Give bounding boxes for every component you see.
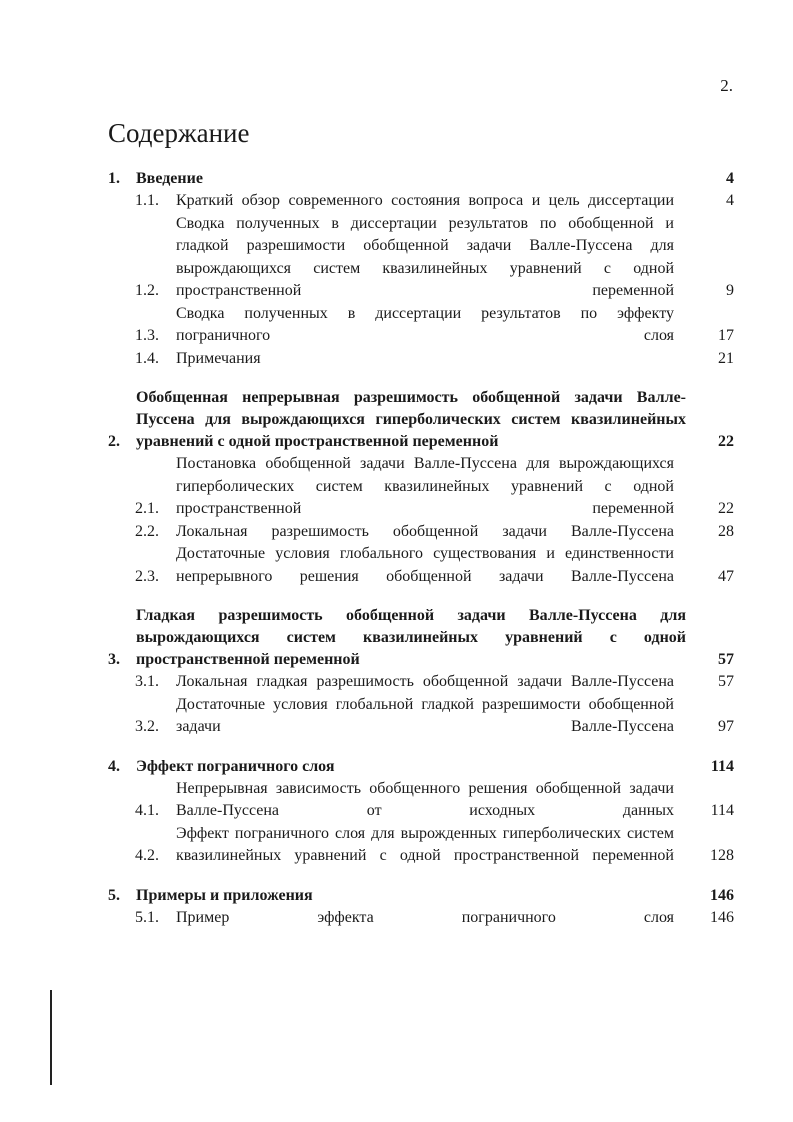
section-number: 3.1. xyxy=(135,673,159,690)
toc-section[interactable] xyxy=(108,671,734,694)
toc-section[interactable] xyxy=(108,778,734,823)
toc-chapter-heading[interactable] xyxy=(108,756,734,778)
margin-rule xyxy=(50,990,52,1085)
toc-chapter-heading[interactable] xyxy=(108,885,734,907)
toc-section[interactable] xyxy=(108,303,734,348)
section-title: Сводка полученных в диссертации результатов по обобщенной и гладкой разрешимости обобщенной задачи Валле-Пуссена для вырождающихся систем квазилинейных уравнений с одной пространственной переменной xyxy=(176,214,674,299)
toc-chapter xyxy=(108,885,734,930)
section-number: 1.4. xyxy=(135,349,159,367)
toc-section[interactable] xyxy=(108,823,734,868)
section-number: 1.3. xyxy=(135,327,159,344)
section-title: Примечания xyxy=(176,349,261,367)
toc-chapter xyxy=(108,387,734,588)
toc-section[interactable] xyxy=(108,521,734,544)
toc-chapter-heading[interactable] xyxy=(108,168,734,190)
section-page-number: 28 xyxy=(718,522,734,540)
toc-section[interactable] xyxy=(108,694,734,739)
section-title: Краткий обзор современного состояния вопроса и цель диссертации xyxy=(176,192,674,209)
toc-chapter-heading[interactable] xyxy=(108,387,734,453)
section-title: Эффект пограничного слоя для вырожденных гиперболических систем квазилинейных уравнений с одной пространственной переменной xyxy=(176,824,674,864)
section-page-number: 57 xyxy=(718,673,734,690)
toc-section[interactable] xyxy=(108,907,734,930)
section-title: Постановка обобщенной задачи Валле-Пуссена для вырождающихся гиперболических систем квазилинейных уравнений с одной пространственной переменной xyxy=(176,455,674,517)
toc-chapter xyxy=(108,168,734,370)
section-page-number: 21 xyxy=(718,349,734,367)
chapter-page-number: 146 xyxy=(710,886,734,904)
table-of-contents xyxy=(108,168,734,946)
chapter-title: Примеры и приложения xyxy=(136,886,313,904)
section-page-number: 114 xyxy=(710,802,734,819)
toc-section[interactable] xyxy=(108,348,734,371)
toc-section[interactable] xyxy=(108,213,734,303)
chapter-page-number: 114 xyxy=(710,757,734,775)
section-title: Сводка полученных в диссертации результатов по эффекту пограничного слоя xyxy=(176,304,674,344)
section-page-number: 47 xyxy=(718,567,734,585)
chapter-title: Гладкая разрешимость обобщенной задачи Валле-Пуссена для вырождающихся систем квазилинейных уравнений с одной пространственной переменной xyxy=(136,607,686,668)
section-page-number: 146 xyxy=(710,908,734,926)
page-title: Содержание xyxy=(108,118,250,148)
section-page-number: 22 xyxy=(718,500,734,517)
toc-section[interactable] xyxy=(108,543,734,588)
section-title: Локальная разрешимость обобщенной задачи Валле-Пуссена xyxy=(176,522,674,540)
section-page-number: 128 xyxy=(710,847,734,864)
section-title: Локальная гладкая разрешимость обобщенной задачи Валле-Пуссена xyxy=(176,673,674,690)
chapter-number: 3. xyxy=(108,651,120,668)
toc-chapter xyxy=(108,605,734,739)
section-page-number: 17 xyxy=(718,327,734,344)
section-page-number: 4 xyxy=(726,192,734,209)
toc-chapter-heading[interactable] xyxy=(108,605,734,671)
section-title: Пример эффекта пограничного слоя xyxy=(176,908,674,926)
chapter-number: 5. xyxy=(108,886,120,904)
section-page-number: 9 xyxy=(726,282,734,299)
chapter-page-number: 57 xyxy=(718,651,734,668)
chapter-number: 4. xyxy=(108,757,120,775)
section-number: 4.1. xyxy=(135,802,159,819)
section-number: 2.1. xyxy=(135,500,159,517)
toc-section[interactable] xyxy=(108,453,734,521)
chapter-number: 1. xyxy=(108,170,120,187)
page-number: 2. xyxy=(720,76,733,95)
section-title: Достаточные условия глобальной гладкой разрешимости обобщенной задачи Валле-Пуссена xyxy=(176,695,674,735)
section-title: Достаточные условия глобального существования и единственности непрерывного решения обобщенной задачи Валле-Пуссена xyxy=(176,545,674,585)
toc-chapter xyxy=(108,756,734,868)
section-number: 3.2. xyxy=(135,718,159,735)
chapter-number: 2. xyxy=(108,433,120,450)
section-number: 5.1. xyxy=(135,908,159,926)
section-title: Непрерывная зависимость обобщенного решения обобщенной задачи Валле-Пуссена от исходных данных xyxy=(176,779,674,819)
section-number: 4.2. xyxy=(135,847,159,864)
section-page-number: 97 xyxy=(718,718,734,735)
section-number: 2.2. xyxy=(135,522,159,540)
section-number: 1.2. xyxy=(135,282,159,299)
section-number: 1.1. xyxy=(135,192,159,209)
chapter-page-number: 22 xyxy=(718,433,734,450)
chapter-page-number: 4 xyxy=(726,170,734,187)
section-number: 2.3. xyxy=(135,567,159,585)
chapter-title: Введение xyxy=(136,170,203,187)
chapter-title: Эффект пограничного слоя xyxy=(136,757,335,775)
chapter-title: Обобщенная непрерывная разрешимость обобщенной задачи Валле-Пуссена для вырождающихся гиперболических систем квазилинейных уравнений с одной пространственной переменной xyxy=(136,389,686,450)
toc-section[interactable] xyxy=(108,190,734,213)
